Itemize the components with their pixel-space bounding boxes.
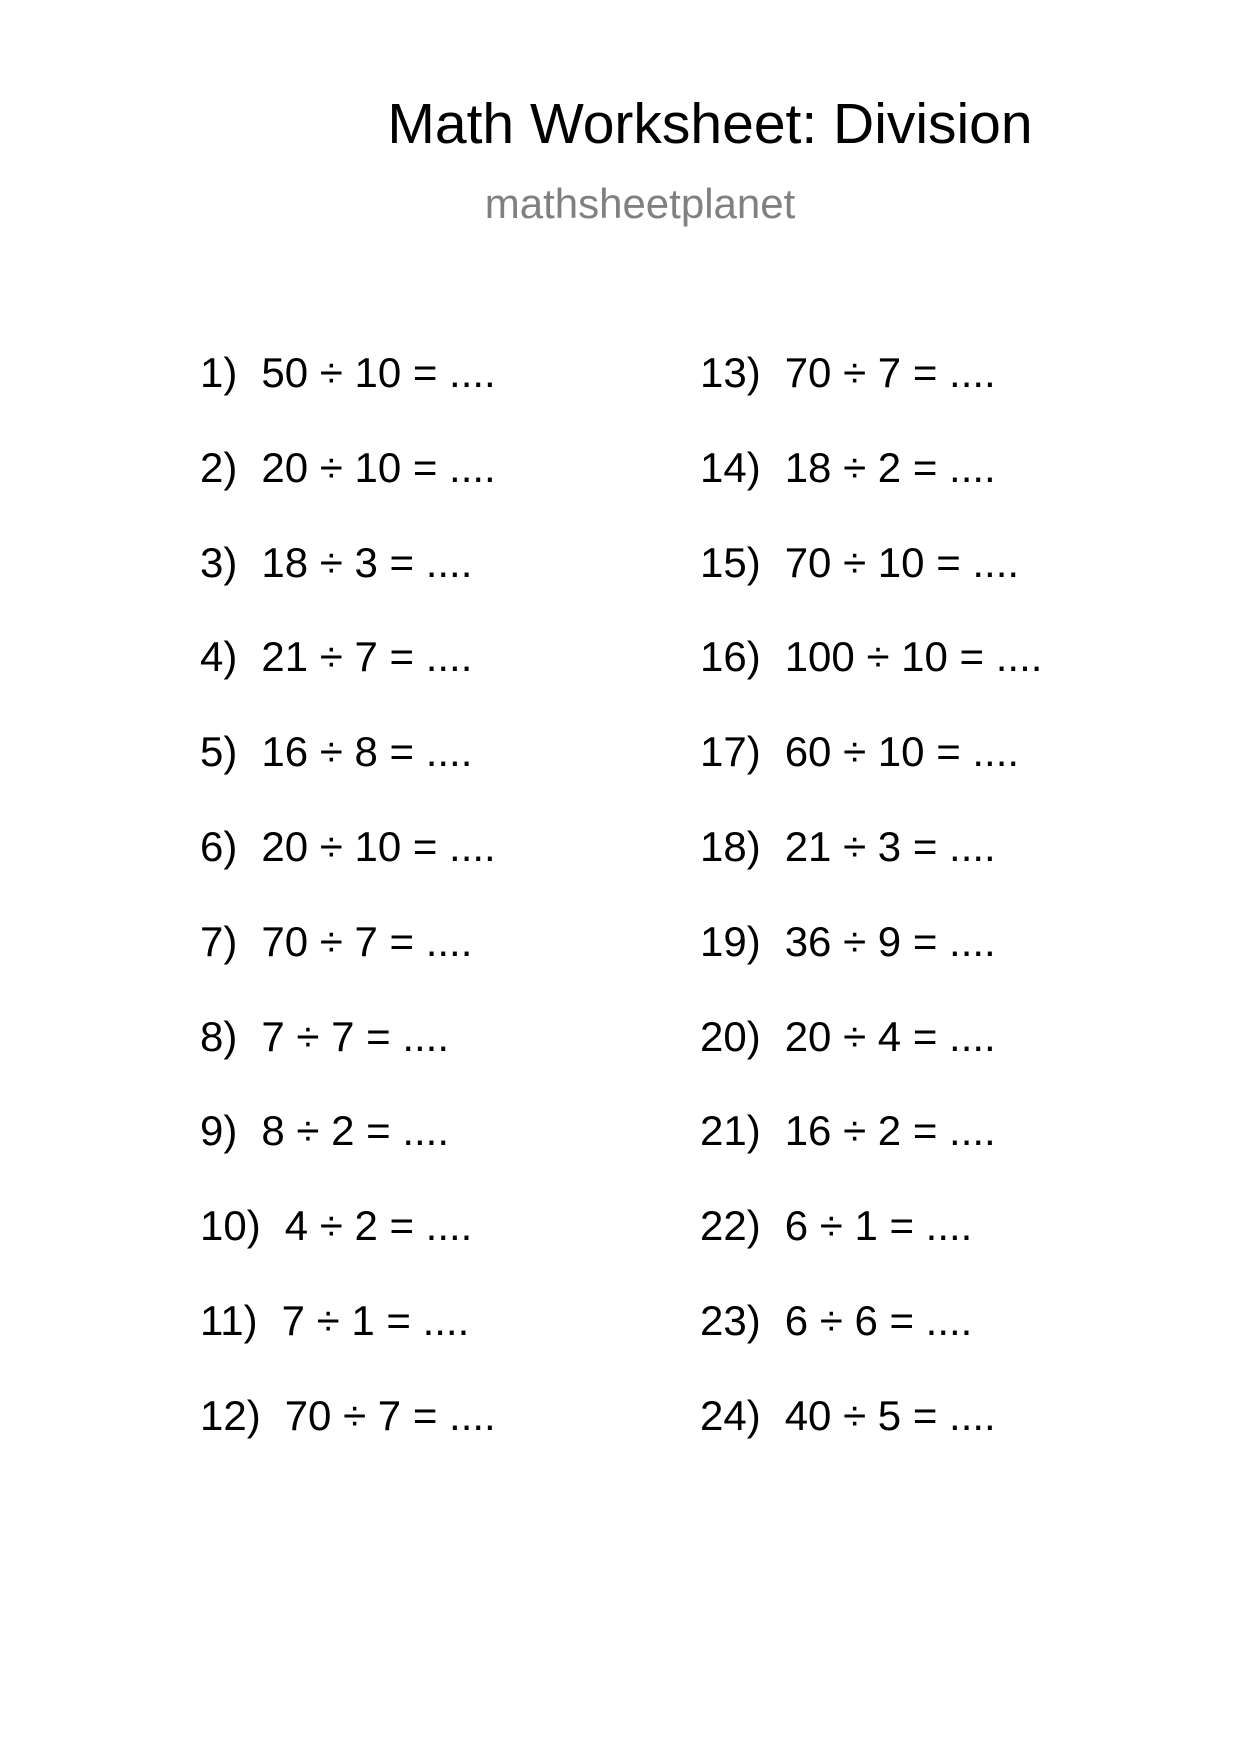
problem-item bbox=[700, 349, 1042, 447]
problem-item bbox=[700, 633, 1043, 731]
problem-number: 2) bbox=[200, 443, 238, 491]
worksheet-subtitle: mathsheetplanet bbox=[484, 180, 796, 227]
worksheet-title: Math Worksheet: Division bbox=[387, 92, 1033, 156]
problem-number: 10) bbox=[200, 1202, 261, 1250]
problem-number: 16) bbox=[700, 633, 761, 681]
problem-expression: 50 ÷ 10 = .... bbox=[261, 349, 496, 396]
problem-column-left bbox=[200, 349, 496, 1490]
problem-expression: 20 ÷ 10 = .... bbox=[261, 822, 496, 870]
problem-item bbox=[200, 822, 496, 921]
problem-expression: 7 ÷ 7 = .... bbox=[261, 1012, 450, 1060]
problem-expression: 20 ÷ 10 = .... bbox=[261, 443, 496, 491]
problem-item bbox=[200, 633, 496, 731]
problem-expression: 100 ÷ 10 = .... bbox=[784, 633, 1043, 681]
problem-item bbox=[700, 1107, 1042, 1205]
problem-number: 7) bbox=[200, 917, 238, 965]
problem-number: 24) bbox=[700, 1391, 761, 1439]
problem-item bbox=[700, 1012, 1042, 1111]
problem-number: 22) bbox=[700, 1202, 761, 1250]
problem-expression: 18 ÷ 3 = .... bbox=[261, 538, 473, 586]
problem-expression: 4 ÷ 2 = .... bbox=[284, 1202, 473, 1250]
problem-number: 23) bbox=[700, 1296, 761, 1344]
problem-number: 1) bbox=[200, 349, 238, 396]
problem-number: 19) bbox=[700, 917, 761, 965]
problem-item bbox=[200, 1107, 496, 1205]
problem-item bbox=[700, 728, 1042, 826]
problem-expression: 6 ÷ 1 = .... bbox=[784, 1202, 973, 1250]
problem-expression: 20 ÷ 4 = .... bbox=[784, 1012, 996, 1060]
problem-item bbox=[700, 822, 1042, 921]
problem-expression: 8 ÷ 2 = .... bbox=[261, 1107, 450, 1155]
problem-expression: 70 ÷ 7 = .... bbox=[784, 349, 996, 396]
problem-number: 20) bbox=[700, 1012, 761, 1060]
problem-item bbox=[200, 728, 496, 826]
problem-expression: 36 ÷ 9 = .... bbox=[784, 917, 996, 965]
problem-expression: 16 ÷ 8 = .... bbox=[261, 728, 473, 776]
problem-item bbox=[200, 917, 496, 1016]
problem-item bbox=[200, 538, 496, 637]
problem-number: 12) bbox=[200, 1391, 261, 1439]
problem-item bbox=[200, 1012, 496, 1111]
problem-item bbox=[200, 1391, 496, 1490]
problem-number: 21) bbox=[700, 1107, 761, 1155]
problem-expression: 16 ÷ 2 = .... bbox=[784, 1107, 996, 1155]
problem-expression: 6 ÷ 6 = .... bbox=[784, 1296, 973, 1344]
problem-number: 6) bbox=[200, 822, 238, 870]
problem-expression: 60 ÷ 10 = .... bbox=[784, 728, 1020, 776]
problem-number: 4) bbox=[200, 633, 238, 681]
problem-expression: 70 ÷ 10 = .... bbox=[784, 538, 1020, 586]
problem-number: 5) bbox=[200, 728, 238, 776]
problem-item bbox=[700, 538, 1042, 637]
problem-expression: 70 ÷ 7 = .... bbox=[284, 1391, 496, 1439]
problem-item bbox=[200, 349, 496, 447]
problem-number: 17) bbox=[700, 728, 761, 776]
problem-number: 18) bbox=[700, 822, 761, 870]
problem-number: 15) bbox=[700, 538, 761, 586]
problem-expression: 70 ÷ 7 = .... bbox=[261, 917, 473, 965]
problem-expression: 18 ÷ 2 = .... bbox=[784, 443, 996, 491]
problem-number: 9) bbox=[200, 1107, 238, 1155]
problem-item bbox=[700, 1296, 1042, 1395]
problem-expression: 7 ÷ 1 = .... bbox=[281, 1296, 470, 1344]
problem-item bbox=[700, 1391, 1042, 1490]
problem-number: 11) bbox=[200, 1296, 258, 1344]
problem-expression: 21 ÷ 7 = .... bbox=[261, 633, 473, 681]
problem-item bbox=[200, 443, 496, 542]
problem-item bbox=[700, 917, 1042, 1016]
problem-item bbox=[700, 443, 1042, 542]
problem-number: 14) bbox=[700, 443, 761, 491]
problem-number: 8) bbox=[200, 1012, 238, 1060]
problem-number: 13) bbox=[700, 349, 761, 396]
problem-number: 3) bbox=[200, 538, 238, 586]
problem-expression: 21 ÷ 3 = .... bbox=[784, 822, 996, 870]
problem-column-right bbox=[700, 349, 1043, 1490]
problem-expression: 40 ÷ 5 = .... bbox=[784, 1391, 996, 1439]
problem-item bbox=[700, 1202, 1042, 1300]
problem-item bbox=[200, 1296, 496, 1395]
problem-item bbox=[200, 1202, 496, 1300]
